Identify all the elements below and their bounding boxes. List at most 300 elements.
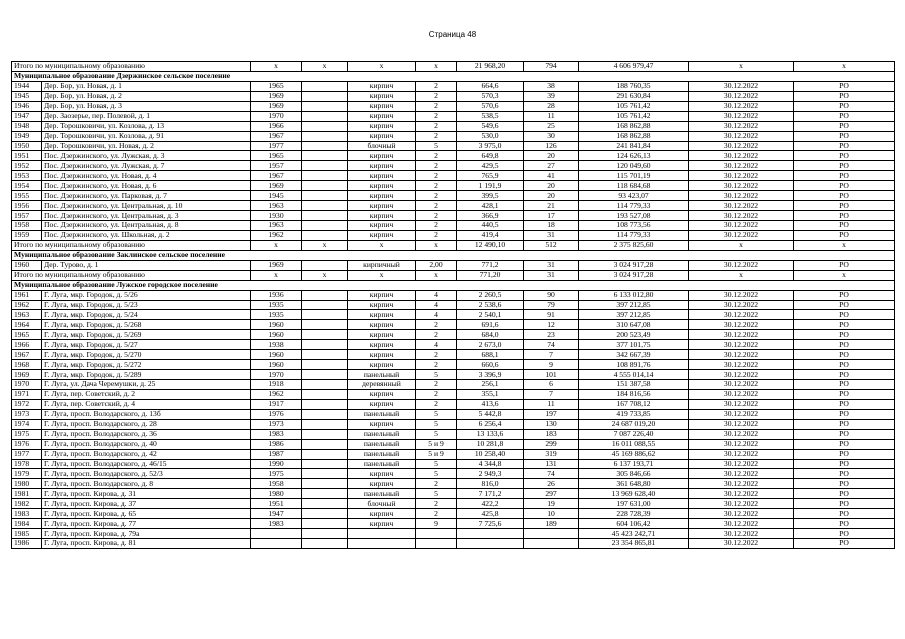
cell-year: 1970 — [251, 111, 302, 121]
cell-year: 1977 — [251, 141, 302, 151]
table-row — [12, 399, 895, 409]
cell-addr: Пос. Дзержинского, ул. Лужская, д. 7 — [42, 161, 251, 171]
cell-area: 422,2 — [457, 499, 524, 509]
cell-area: 570,3 — [457, 91, 524, 101]
cell-addr: Пос. Дзержинского, ул. Парковая, д. 7 — [42, 191, 251, 201]
cell-date: 30.12.2022 — [689, 539, 794, 549]
cell-date: 30.12.2022 — [689, 260, 794, 270]
cell-fund: РО — [794, 141, 895, 151]
cell-residents — [524, 539, 579, 549]
cell-fund: РО — [794, 399, 895, 409]
cell-residents: 74 — [524, 469, 579, 479]
cell-floors: 4 — [416, 300, 457, 310]
cell-fund: РО — [794, 539, 895, 549]
cell-wall — [302, 499, 348, 509]
cell-wall — [302, 380, 348, 390]
cell-residents: 23 — [524, 330, 579, 340]
cell-floors: 9 — [416, 519, 457, 529]
cell-date: x — [689, 270, 794, 280]
cell-area: 440,5 — [457, 221, 524, 231]
cell-area: 355,1 — [457, 389, 524, 399]
cell-year: 1990 — [251, 459, 302, 469]
cell-addr: Г. Луга, мкр. Городок, д. 5/268 — [42, 320, 251, 330]
table-row — [12, 519, 895, 529]
cell-area: 570,6 — [457, 101, 524, 111]
cell-addr: Г. Луга, просп. Володарского, д. 13б — [42, 409, 251, 419]
cell-id: 1985 — [12, 529, 42, 539]
cell-year: 1983 — [251, 429, 302, 439]
cell-date: 30.12.2022 — [689, 300, 794, 310]
cell-fund: РО — [794, 340, 895, 350]
cell-date: 30.12.2022 — [689, 519, 794, 529]
cell-floors: 2 — [416, 171, 457, 181]
cell-material: кирпич — [348, 151, 416, 161]
table-row — [12, 300, 895, 310]
cell-date: 30.12.2022 — [689, 399, 794, 409]
cell-date: x — [689, 62, 794, 72]
cell-residents: 18 — [524, 221, 579, 231]
cell-addr: Г. Луга, просп. Володарского, д. 42 — [42, 449, 251, 459]
cell-wall — [302, 101, 348, 111]
table-row — [12, 469, 895, 479]
cell-residents: 794 — [524, 62, 579, 72]
cell-year: 1967 — [251, 171, 302, 181]
cell-addr: Г. Луга, просп. Кирова, д. 81 — [42, 539, 251, 549]
cell-cost: 604 106,42 — [579, 519, 689, 529]
cell-area: 649,8 — [457, 151, 524, 161]
cell-material: кирпич — [348, 350, 416, 360]
table-row — [12, 330, 895, 340]
cell-cost: 3 024 917,28 — [579, 260, 689, 270]
cell-area: 2 540,1 — [457, 310, 524, 320]
cell-cost: 397 212,85 — [579, 310, 689, 320]
cell-wall — [302, 489, 348, 499]
cell-fund: РО — [794, 191, 895, 201]
cell-material: панельный — [348, 449, 416, 459]
cell-material: кирпич — [348, 161, 416, 171]
cell-floors: 2 — [416, 360, 457, 370]
cell-id: 1953 — [12, 171, 42, 181]
cell-area: 6 256,4 — [457, 419, 524, 429]
cell-wall — [302, 171, 348, 181]
cell-year: 1951 — [251, 499, 302, 509]
cell-year: x — [251, 270, 302, 280]
cell-year: 1983 — [251, 519, 302, 529]
cell-addr: Пос. Дзержинского, ул. Новая, д. 4 — [42, 171, 251, 181]
cell-cost: 200 523,49 — [579, 330, 689, 340]
table-row — [12, 539, 895, 549]
cell-residents: 38 — [524, 81, 579, 91]
cell-floors: 4 — [416, 290, 457, 300]
cell-year: 1960 — [251, 320, 302, 330]
cell-fund: РО — [794, 201, 895, 211]
cell-year: 1973 — [251, 419, 302, 429]
cell-wall — [302, 350, 348, 360]
cell-residents: 183 — [524, 429, 579, 439]
cell-cost: 397 212,85 — [579, 300, 689, 310]
cell-residents: 20 — [524, 181, 579, 191]
table-row — [12, 211, 895, 221]
cell-id: 1956 — [12, 201, 42, 211]
cell-addr: Пос. Дзержинского, ул. Центральная, д. 8 — [42, 221, 251, 231]
cell-floors: x — [416, 62, 457, 72]
cell-addr: Дер. Торошковичи, ул. Новая, д. 2 — [42, 141, 251, 151]
cell-floors: 2 — [416, 389, 457, 399]
cell-addr: Г. Луга, мкр. Городок, д. 5/27 — [42, 340, 251, 350]
cell-material: панельный — [348, 429, 416, 439]
cell-id: 1970 — [12, 380, 42, 390]
cell-date: 30.12.2022 — [689, 81, 794, 91]
cell-wall — [302, 161, 348, 171]
cell-residents: 319 — [524, 449, 579, 459]
cell-date: 30.12.2022 — [689, 230, 794, 240]
cell-residents: 130 — [524, 419, 579, 429]
cell-material: кирпич — [348, 330, 416, 340]
cell-id: 1974 — [12, 419, 42, 429]
table-row — [12, 459, 895, 469]
cell-area: 771,2 — [457, 260, 524, 270]
cell-year: x — [251, 62, 302, 72]
cell-addr: Дер. Бор, ул. Новая, д. 3 — [42, 101, 251, 111]
cell-area: 10 258,40 — [457, 449, 524, 459]
cell-residents: 25 — [524, 121, 579, 131]
cell-floors — [416, 539, 457, 549]
table-row — [12, 161, 895, 171]
cell-area: 660,6 — [457, 360, 524, 370]
cell-floors: 2 — [416, 131, 457, 141]
cell-id: 1976 — [12, 439, 42, 449]
cell-cost: 105 761,42 — [579, 111, 689, 121]
cell-floors: 5 — [416, 459, 457, 469]
cell-year: 1945 — [251, 191, 302, 201]
cell-label: Муниципальное образование Заклинское сельское поселение — [12, 250, 895, 260]
cell-cost: 4 606 979,47 — [579, 62, 689, 72]
cell-year: 1930 — [251, 211, 302, 221]
cell-year: 1918 — [251, 380, 302, 390]
subtotal-row — [12, 62, 895, 72]
cell-addr: Г. Луга, просп. Кирова, д. 79а — [42, 529, 251, 539]
table-row — [12, 101, 895, 111]
cell-fund: РО — [794, 489, 895, 499]
cell-wall — [302, 340, 348, 350]
cell-id: 1944 — [12, 81, 42, 91]
cell-wall — [302, 151, 348, 161]
cell-residents: 297 — [524, 489, 579, 499]
cell-cost: 3 024 917,28 — [579, 270, 689, 280]
cell-date: 30.12.2022 — [689, 449, 794, 459]
table-row — [12, 499, 895, 509]
cell-id: 1954 — [12, 181, 42, 191]
cell-wall — [302, 201, 348, 211]
cell-wall — [302, 81, 348, 91]
cell-id: 1982 — [12, 499, 42, 509]
cell-material: кирпич — [348, 171, 416, 181]
table-row — [12, 449, 895, 459]
cell-area: 664,6 — [457, 81, 524, 91]
cell-year: 1963 — [251, 201, 302, 211]
page-header — [0, 30, 905, 39]
cell-id: 1973 — [12, 409, 42, 419]
cell-residents: 19 — [524, 499, 579, 509]
cell-residents: 26 — [524, 479, 579, 489]
cell-material: кирпич — [348, 181, 416, 191]
cell-cost: 168 862,88 — [579, 121, 689, 131]
cell-id: 1957 — [12, 211, 42, 221]
cell-cost: 193 527,08 — [579, 211, 689, 221]
table-row — [12, 380, 895, 390]
cell-area: 413,6 — [457, 399, 524, 409]
cell-wall — [302, 409, 348, 419]
cell-id: 1960 — [12, 260, 42, 270]
cell-material: кирпич — [348, 121, 416, 131]
cell-material: кирпичный — [348, 260, 416, 270]
cell-residents: 20 — [524, 191, 579, 201]
cell-floors: 5 — [416, 489, 457, 499]
cell-fund: РО — [794, 101, 895, 111]
cell-date: 30.12.2022 — [689, 91, 794, 101]
cell-material: кирпич — [348, 360, 416, 370]
cell-floors: 2 — [416, 211, 457, 221]
cell-wall — [302, 469, 348, 479]
cell-residents: 17 — [524, 211, 579, 221]
cell-fund: РО — [794, 419, 895, 429]
cell-material: кирпич — [348, 479, 416, 489]
cell-cost: 93 423,07 — [579, 191, 689, 201]
cell-id: 1961 — [12, 290, 42, 300]
cell-addr: Пос. Дзержинского, ул. Лужская, д. 3 — [42, 151, 251, 161]
table-row — [12, 111, 895, 121]
cell-year: 1969 — [251, 260, 302, 270]
cell-cost: 419 733,85 — [579, 409, 689, 419]
cell-material: x — [348, 270, 416, 280]
cell-area — [457, 529, 524, 539]
cell-area: 2 260,5 — [457, 290, 524, 300]
cell-addr: Г. Луга, просп. Володарского, д. 40 — [42, 439, 251, 449]
cell-cost: 115 701,19 — [579, 171, 689, 181]
cell-area: 419,4 — [457, 230, 524, 240]
cell-year: 1958 — [251, 479, 302, 489]
cell-addr: Г. Луга, просп. Володарского, д. 8 — [42, 479, 251, 489]
cell-fund: РО — [794, 221, 895, 231]
cell-id: 1971 — [12, 389, 42, 399]
cell-id: 1955 — [12, 191, 42, 201]
cell-residents: 90 — [524, 290, 579, 300]
cell-area: 2 673,0 — [457, 340, 524, 350]
cell-material: кирпич — [348, 191, 416, 201]
page-number-label: Страница 48 — [428, 30, 477, 39]
cell-fund: РО — [794, 380, 895, 390]
subtotal-row — [12, 240, 895, 250]
cell-material: панельный — [348, 439, 416, 449]
cell-date: 30.12.2022 — [689, 221, 794, 231]
cell-wall — [302, 131, 348, 141]
cell-area: 21 968,20 — [457, 62, 524, 72]
cell-year: 1980 — [251, 489, 302, 499]
cell-area: 5 442,8 — [457, 409, 524, 419]
cell-addr: Г. Луга, мкр. Городок, д. 5/26 — [42, 290, 251, 300]
table-row — [12, 181, 895, 191]
cell-cost: 167 708,12 — [579, 399, 689, 409]
cell-floors: 2 — [416, 151, 457, 161]
cell-date: 30.12.2022 — [689, 111, 794, 121]
cell-date: 30.12.2022 — [689, 380, 794, 390]
cell-fund: РО — [794, 151, 895, 161]
table-row — [12, 479, 895, 489]
cell-wall — [302, 519, 348, 529]
cell-year: 1936 — [251, 290, 302, 300]
cell-area: 7 171,2 — [457, 489, 524, 499]
cell-date: 30.12.2022 — [689, 489, 794, 499]
cell-date: 30.12.2022 — [689, 131, 794, 141]
cell-addr: Г. Луга, мкр. Городок, д. 5/289 — [42, 370, 251, 380]
cell-id: 1965 — [12, 330, 42, 340]
cell-cost: 24 687 019,20 — [579, 419, 689, 429]
cell-fund: РО — [794, 230, 895, 240]
cell-floors: 4 — [416, 340, 457, 350]
cell-area: 1 191,9 — [457, 181, 524, 191]
cell-year: 1976 — [251, 409, 302, 419]
cell-fund: РО — [794, 111, 895, 121]
cell-id: 1963 — [12, 310, 42, 320]
cell-wall — [302, 91, 348, 101]
cell-addr: Дер. Бор, ул. Новая, д. 2 — [42, 91, 251, 101]
cell-wall — [302, 539, 348, 549]
cell-floors: 5 — [416, 419, 457, 429]
cell-cost: 184 816,56 — [579, 389, 689, 399]
cell-residents: 91 — [524, 310, 579, 320]
cell-material: кирпич — [348, 340, 416, 350]
cell-wall — [302, 459, 348, 469]
cell-year: 1970 — [251, 370, 302, 380]
cell-id: 1980 — [12, 479, 42, 489]
cell-id: 1977 — [12, 449, 42, 459]
cell-material: кирпич — [348, 211, 416, 221]
cell-material: кирпич — [348, 131, 416, 141]
cell-date: 30.12.2022 — [689, 469, 794, 479]
cell-floors: 5 и 9 — [416, 449, 457, 459]
section-header-row — [12, 280, 895, 290]
cell-year: 1963 — [251, 221, 302, 231]
cell-addr: Пос. Дзержинского, ул. Школьная, д. 2 — [42, 230, 251, 240]
cell-cost: 2 375 825,60 — [579, 240, 689, 250]
cell-addr: Г. Луга, просп. Володарского, д. 28 — [42, 419, 251, 429]
cell-floors: 2 — [416, 479, 457, 489]
cell-fund: РО — [794, 81, 895, 91]
cell-fund: РО — [794, 429, 895, 439]
table-row — [12, 509, 895, 519]
table-row — [12, 260, 895, 270]
cell-fund: РО — [794, 360, 895, 370]
cell-residents: 39 — [524, 91, 579, 101]
cell-year: 1987 — [251, 449, 302, 459]
cell-date: 30.12.2022 — [689, 419, 794, 429]
housing-registry-table — [11, 61, 895, 549]
cell-fund: x — [794, 240, 895, 250]
cell-date: 30.12.2022 — [689, 310, 794, 320]
cell-addr: Г. Луга, мкр. Городок, д. 5/24 — [42, 310, 251, 320]
cell-residents: 12 — [524, 320, 579, 330]
cell-wall — [302, 211, 348, 221]
cell-wall — [302, 389, 348, 399]
cell-addr: Г. Луга, мкр. Городок, д. 5/23 — [42, 300, 251, 310]
cell-floors: 2 — [416, 81, 457, 91]
cell-cost: 7 087 226,40 — [579, 429, 689, 439]
cell-date: 30.12.2022 — [689, 330, 794, 340]
cell-id: 1984 — [12, 519, 42, 529]
cell-year: 1957 — [251, 161, 302, 171]
cell-addr: Г. Луга, ул. Дача Черемушки, д. 25 — [42, 380, 251, 390]
cell-label: Итого по муниципальному образованию — [12, 240, 251, 250]
table-row — [12, 340, 895, 350]
cell-wall: x — [302, 240, 348, 250]
cell-residents: 28 — [524, 101, 579, 111]
table-row — [12, 320, 895, 330]
cell-material: кирпич — [348, 320, 416, 330]
cell-fund: РО — [794, 509, 895, 519]
cell-cost: 310 647,08 — [579, 320, 689, 330]
cell-date: 30.12.2022 — [689, 340, 794, 350]
cell-year: 1965 — [251, 151, 302, 161]
cell-wall — [302, 360, 348, 370]
cell-material: кирпич — [348, 91, 416, 101]
cell-area: 2 538,6 — [457, 300, 524, 310]
cell-area: 366,9 — [457, 211, 524, 221]
cell-floors: 2 — [416, 221, 457, 231]
cell-id: 1948 — [12, 121, 42, 131]
cell-fund: РО — [794, 519, 895, 529]
cell-residents: 11 — [524, 399, 579, 409]
cell-id: 1983 — [12, 509, 42, 519]
cell-addr: Г. Луга, мкр. Городок, д. 5/270 — [42, 350, 251, 360]
cell-floors: 2,00 — [416, 260, 457, 270]
table-row — [12, 439, 895, 449]
cell-id: 1958 — [12, 221, 42, 231]
table-row — [12, 201, 895, 211]
cell-floors: 2 — [416, 320, 457, 330]
cell-floors: 2 — [416, 509, 457, 519]
cell-id: 1950 — [12, 141, 42, 151]
cell-year: 1969 — [251, 101, 302, 111]
cell-wall — [302, 300, 348, 310]
cell-fund: РО — [794, 449, 895, 459]
cell-year: 1960 — [251, 330, 302, 340]
cell-material: кирпич — [348, 111, 416, 121]
cell-addr: Дер. Бор, ул. Новая, д. 1 — [42, 81, 251, 91]
cell-id: 1949 — [12, 131, 42, 141]
cell-area: 691,6 — [457, 320, 524, 330]
cell-floors: 5 — [416, 409, 457, 419]
cell-floors: 2 — [416, 201, 457, 211]
table-body — [12, 62, 895, 549]
cell-fund: РО — [794, 409, 895, 419]
table-row — [12, 360, 895, 370]
table-row — [12, 230, 895, 240]
cell-date: x — [689, 240, 794, 250]
cell-material: кирпич — [348, 81, 416, 91]
cell-cost: 197 631,00 — [579, 499, 689, 509]
cell-year: 1935 — [251, 310, 302, 320]
cell-material: кирпич — [348, 201, 416, 211]
table-row — [12, 91, 895, 101]
cell-material: блочный — [348, 499, 416, 509]
cell-id: 1972 — [12, 399, 42, 409]
cell-addr: Пос. Дзержинского, ул. Новая, д. 6 — [42, 181, 251, 191]
cell-date: 30.12.2022 — [689, 499, 794, 509]
cell-material: кирпич — [348, 509, 416, 519]
cell-material: кирпич — [348, 399, 416, 409]
cell-floors: 4 — [416, 310, 457, 320]
cell-cost: 120 049,60 — [579, 161, 689, 171]
